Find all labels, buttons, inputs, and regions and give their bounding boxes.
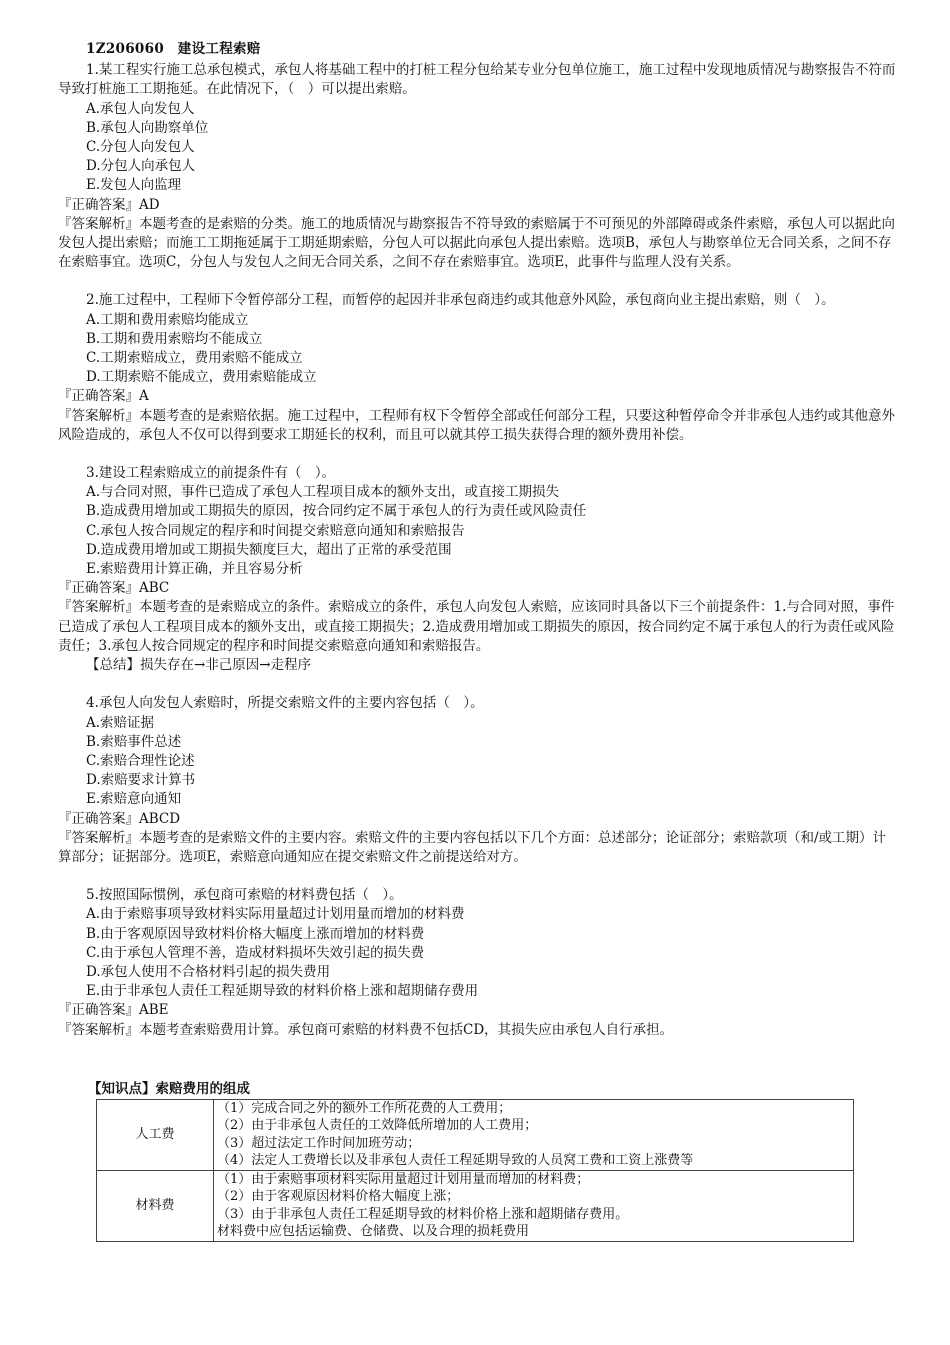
question-block xyxy=(58,694,898,867)
cost-item: （3）超过法定工作时间加班劳动； xyxy=(217,1135,421,1151)
correct-answer: 『正确答案』ABCD xyxy=(58,810,181,827)
option: D.承包人使用不合格材料引起的损失费用 xyxy=(86,963,331,980)
table-row xyxy=(97,1099,854,1170)
question-stem: 4.承包人向发包人索赔时，所提交索赔文件的主要内容包括（ ）。 xyxy=(86,695,484,712)
question-stem: 1.某工程实行施工总承包模式，承包人将基础工程中的打桩工程分包给某专业分包单位施工，施工过程中发现地质情况与勘察报告不符而导致打桩施工工期拖延。在此情况下，（ ）可以提出索赔。 xyxy=(58,62,896,98)
answer-analysis: 『答案解析』本题考查的是索赔依据。施工过程中，工程师有权下令暂停全部或任何部分工程，只要这种暂停命令并非承包人违约或其他意外风险造成的，承包人不仅可以得到要求工期延长的权利，而且可以就其停工损失获得合理的额外费用补偿。 xyxy=(58,407,895,443)
summary-note: 【总结】损失存在→非己原因→走程序 xyxy=(86,657,312,674)
option: C.承包人按合同规定的程序和时间提交索赔意向通知和索赔报告 xyxy=(86,522,465,539)
answer-analysis: 『答案解析』本题考查的是索赔成立的条件。索赔成立的条件，承包人向发包人索赔，应该同时具备以下三个前提条件：1.与合同对照，事件已造成了承包人工程项目成本的额外支出，或直接工期损失；2.造成费用增加或工期损失的原因，按合同约定不属于承包人的行为责任或风险责任；3.承包人按合同规定的程序和时间提交索赔意向通知和索赔报告。 xyxy=(58,599,895,654)
cost-item: （1）完成合同之外的额外工作所花费的人工费用； xyxy=(217,1100,512,1116)
option: C.分包人向发包人 xyxy=(86,139,195,156)
cost-item: 材料费中应包括运输费、仓储费、以及合理的损耗费用 xyxy=(217,1224,530,1240)
option: A.由于索赔事项导致材料实际用量超过计划用量而增加的材料费 xyxy=(86,906,465,923)
option: C.工期索赔成立，费用索赔不能成立 xyxy=(86,350,303,367)
option: D.造成费用增加或工期损失额度巨大，超出了正常的承受范围 xyxy=(86,541,452,558)
cost-items xyxy=(214,1170,854,1241)
question-stem: 5.按照国际惯例，承包商可索赔的材料费包括（ ）。 xyxy=(86,887,403,904)
question-block xyxy=(58,291,898,445)
option: D.分包人向承包人 xyxy=(86,158,196,175)
question-block xyxy=(58,886,898,1040)
section-heading: 1Z206060 建设工程索赔 xyxy=(86,41,261,57)
cost-category: 材料费 xyxy=(97,1170,214,1241)
option: B.承包人向勘察单位 xyxy=(86,119,209,136)
option: D.索赔要求计算书 xyxy=(86,772,196,789)
option: E.索赔意向通知 xyxy=(86,791,182,808)
cost-item: （3）由于非承包人责任工程延期导致的材料价格上涨和超期储存费用。 xyxy=(217,1206,629,1222)
answer-analysis: 『答案解析』本题考查索赔费用计算。承包商可索赔的材料费不包括CD，其损失应由承包人自行承担。 xyxy=(58,1021,674,1038)
answer-analysis: 『答案解析』本题考查的是索赔文件的主要内容。索赔文件的主要内容包括以下几个方面：总述部分；论证部分；索赔款项（和/或工期）计算部分；证据部分。选项E，索赔意向通知应在提交索赔文件之前提送给对方。 xyxy=(58,829,887,865)
correct-answer: 『正确答案』AD xyxy=(58,196,160,213)
table-row xyxy=(97,1170,854,1241)
cost-item: （1）由于索赔事项材料实际用量超过计划用量而增加的材料费； xyxy=(217,1171,590,1187)
correct-answer: 『正确答案』ABC xyxy=(58,580,170,597)
option: B.工期和费用索赔均不能成立 xyxy=(86,330,263,347)
option: A.与合同对照，事件已造成了承包人工程项目成本的额外支出，或直接工期损失 xyxy=(86,484,560,501)
claim-cost-table xyxy=(96,1099,854,1242)
cost-items xyxy=(214,1099,854,1170)
question-stem: 2.施工过程中，工程师下令暂停部分工程，而暂停的起因并非承包商违约或其他意外风险，承包商向业主提出索赔，则（ ）。 xyxy=(86,292,835,309)
answer-analysis: 『答案解析』本题考查的是索赔的分类。施工的地质情况与勘察报告不符导致的索赔属于不可预见的外部障碍或条件索赔，承包人可以据此向发包人提出索赔；而施工工期拖延属于工期延期索赔，分包人可以据此向承包人提出索赔。选项B，承包人与勘察单位无合同关系，之间不存在索赔事宜。选项C，分包人与发包人之间无合同关系，之间不存在索赔事宜。选项E，此事件与监理人没有关系。 xyxy=(58,215,895,271)
correct-answer: 『正确答案』ABE xyxy=(58,1002,169,1019)
option: A.索赔证据 xyxy=(86,714,155,731)
option: A.承包人向发包人 xyxy=(86,100,195,117)
option: E.由于非承包人责任工程延期导致的材料价格上涨和超期储存费用 xyxy=(86,983,479,1000)
cost-item: （2）由于客观原因材料价格大幅度上涨； xyxy=(217,1189,460,1205)
question-stem: 3.建设工程索赔成立的前提条件有（ ）。 xyxy=(86,465,336,482)
option: E.发包人向监理 xyxy=(86,177,182,194)
document-content xyxy=(58,40,898,1242)
option: B.由于客观原因导致材料价格大幅度上涨而增加的材料费 xyxy=(86,925,425,942)
option: E.索赔费用计算正确，并且容易分析 xyxy=(86,561,303,578)
question-block xyxy=(58,464,898,675)
question-block xyxy=(58,61,898,272)
option: B.造成费用增加或工期损失的原因，按合同约定不属于承包人的行为责任或风险责任 xyxy=(86,503,587,520)
cost-item: （2）由于非承包人责任的工效降低所增加的人工费用； xyxy=(217,1118,538,1134)
correct-answer: 『正确答案』A xyxy=(58,388,149,405)
cost-item: （4）法定人工费增长以及非承包人责任工程延期导致的人员窝工费和工资上涨费等 xyxy=(217,1153,694,1169)
cost-category: 人工费 xyxy=(97,1099,214,1170)
option: D.工期索赔不能成立，费用索赔能成立 xyxy=(86,369,317,386)
option: C.索赔合理性论述 xyxy=(86,752,195,769)
knowledge-point-title: 【知识点】索赔费用的组成 xyxy=(88,1080,250,1097)
option: A.工期和费用索赔均能成立 xyxy=(86,311,249,328)
option: B.索赔事件总述 xyxy=(86,733,182,750)
option: C.由于承包人管理不善，造成材料损坏失效引起的损失费 xyxy=(86,944,425,961)
